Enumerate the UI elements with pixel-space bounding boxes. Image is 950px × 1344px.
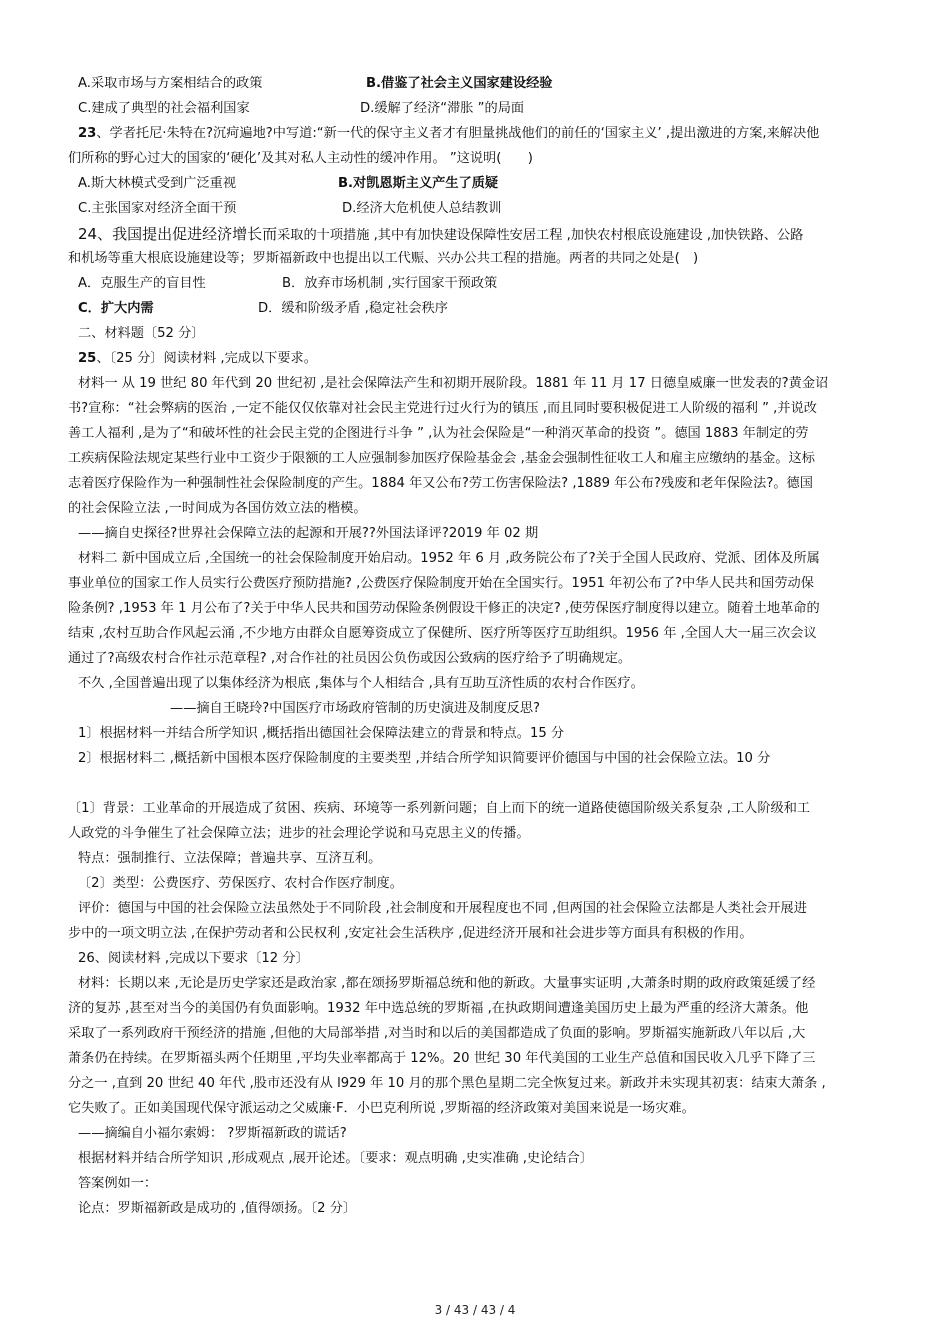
q25-material1-line-1: 材料一 从 19 世纪 80 年代到 20 世纪初 ,是社会保障法产生和初期开展阶段。1881 年 11 月 17 日德皇威廉一世发表的?黄金诏 (78, 376, 829, 391)
q22-option-c: C.建成了典型的社会福利国家 (78, 101, 250, 116)
q24-options-row-1 (78, 274, 898, 294)
q24-option-d: D．缓和阶级矛盾 ,稳定社会秩序 (258, 301, 448, 316)
q25-material2-line-5: 通过了?高级农村合作社示范章程? ,对合作社的社员因公负伤或因公致病的医疗给予了明确规定。 (68, 651, 632, 666)
q25-requirement-1: 1〕根据材料一并结合所学知识 ,概括指出德国社会保障法建立的背景和特点。15 分 (78, 726, 565, 741)
q26-material-line-6: 它失败了。正如美国现代保守派运动之父威廉·F．小巴克利所说 ,罗斯福的经济政策对美国来说是一场灾难。 (68, 1101, 695, 1116)
q25-material2-line-2: 事业单位的国家工作人员实行公费医疗预防措施? ,公费医疗保险制度开始在全国实行。1951 年初公布了?中华人民共和国劳动保 (68, 576, 814, 591)
q24-option-c: C．扩大内需 (78, 301, 154, 316)
q26-material-line-2: 济的复苏 ,甚至对当今的美国仍有负面影响。1932 年中选总统的罗斯福 ,在执政期间遭逢美国历史上最为严重的经济大萧条。他 (68, 1001, 809, 1016)
q24-option-a: A．克服生产的盲目性 (78, 276, 206, 291)
q23-stem-text: 、学者托尼·朱特在?沉疴遍地?中写道:“新一代的保守主义者才有胆量挑战他们的前任的‘国家主义’ ,提出激进的方案,来解决他 (96, 126, 820, 141)
q23-option-a: A.斯大林模式受到广泛重视 (78, 176, 237, 191)
q24-stem-line-1 (78, 224, 898, 246)
page-number: 3 / 43 / 43 / 4 (434, 1303, 516, 1317)
q23-option-c: C.主张国家对经济全面干预 (78, 201, 237, 216)
q25-answer2-types: 〔2〕类型：公费医疗、劳保医疗、农村合作医疗制度。 (78, 876, 403, 891)
q25-material1-line-6: 的社会保险立法 ,一时间成为各国仿效立法的楷模。 (68, 501, 367, 516)
q24-stem-line-2: 和机场等重大根底设施建设等；罗斯福新政中也提出以工代赈、兴办公共工程的措施。两者的共同之处是( ) (68, 251, 699, 266)
q26-material-line-3: 采取了一系列政府干预经济的措施 ,但他的大局部举措 ,对当时和以后的美国都造成了负面的影响。罗斯福实施新政八年以后 ,大 (68, 1026, 806, 1041)
q25-material2-source: ——摘自王晓玲?中国医疗市场政府管制的历史演进及制度反思? (170, 701, 541, 716)
q25-answer2-eval-line-2: 步中的一项文明立法 ,在保护劳动者和公民权利 ,安定社会生活秩序 ,促进经济开展和社会进步等方面具有积极的作用。 (68, 926, 753, 941)
section-2-heading: 二、材料题〔52 分〕 (78, 326, 205, 341)
q24-options-row-2 (78, 299, 898, 319)
q23-option-b: B.对凯恩斯主义产生了质疑 (338, 176, 499, 191)
q25-heading-text: 、〔25 分〕阅读材料 ,完成以下要求。 (96, 351, 317, 366)
q22-option-b: B.借鉴了社会主义国家建设经验 (366, 76, 553, 91)
q26-answer-thesis: 论点：罗斯福新政是成功的 ,值得颂扬。〔2 分〕 (78, 1201, 357, 1216)
q22-options-row-2 (78, 99, 898, 119)
q22-option-a: A.采取市场与方案相结合的政策 (78, 76, 263, 91)
q25-answer1-traits: 特点：强制推行、立法保障；普遍共享、互济互利。 (78, 851, 382, 866)
q25-answer1-line-1: 〔1〕背景：工业革命的开展造成了贫困、疾病、环境等一系列新问题；自上而下的统一道路使德国阶级关系复杂 ,工人阶级和工 (68, 801, 811, 816)
q25-material1-line-3: 善工人福利 ,是为了“和破坏性的社会民主党的企图进行斗争 ” ,认为社会保险是“一种消灭革命的投资 ”。德国 1883 年制定的劳 (68, 426, 809, 441)
q22-options-row-1 (78, 74, 898, 94)
q22-option-d: D.缓解了经济“滞胀 ”的局面 (360, 101, 525, 116)
q26-requirement: 根据材料并结合所学知识 ,形成观点 ,展开论述。〔要求：观点明确 ,史实准确 ,史论结合〕 (78, 1151, 593, 1166)
q26-answer-intro: 答案例如一： (78, 1176, 158, 1191)
q26-material-line-1: 材料：长期以来 ,无论是历史学家还是政治家 ,都在颂扬罗斯福总统和他的新政。大量事实证明 ,大萧条时期的政府政策延缓了经 (78, 976, 816, 991)
q25-material1-line-4: 工疾病保险法规定某些行业中工资少于限额的工人应强制参加医疗保险基金会 ,基金会强制性征收工人和雇主应缴纳的基金。这标 (68, 451, 815, 466)
q23-stem-line-1 (78, 124, 898, 144)
q26-material-line-5: 分之一 ,直到 20 世纪 40 年代 ,股市还没有从 l929 年 10 月的那个黑色星期二完全恢复过来。新政并未实现其初衷：结束大萧条 , (68, 1076, 826, 1091)
q23-options-row-1 (78, 174, 898, 194)
q25-requirement-2: 2〕根据材料二 ,概括新中国根本医疗保险制度的主要类型 ,并结合所学知识简要评价德国与中国的社会保险立法。10 分 (78, 751, 771, 766)
q26-heading: 26、阅读材料 ,完成以下要求〔12 分〕 (78, 951, 309, 966)
q25-heading (78, 349, 898, 369)
q26-material-line-4: 萧条仍在持续。在罗斯福头两个任期里 ,平均失业率都高于 12%。20 世纪 30 年代美国的工业生产总值和国民收入几乎下降了三 (68, 1051, 816, 1066)
q24-option-b: B．放弃市场机制 ,实行国家干预政策 (282, 276, 498, 291)
q25-material1-line-5: 志着医疗保险作为一种强制性社会保险制度的产生。1884 年又公布?劳工伤害保险法? ,1889 年公布?残废和老年保险法?。德国 (68, 476, 813, 491)
q23-number: 23 (78, 126, 97, 141)
q25-material1-line-2: 书?宣称：“社会弊病的医治 ,一定不能仅仅依靠对社会民主党进行过火行为的镇压 ,而且同时要积极促进工人阶级的福利 ” ,并说改 (68, 401, 817, 416)
q25-material1-source: ——摘自史探径?世界社会保障立法的起源和开展??外国法译评?2019 年 02 期 (78, 526, 539, 541)
q24-lead: 24、我国提出促进经济增长而 (78, 225, 278, 243)
q25-material2-line-3: 险条例? ,1953 年 1 月公布了?关于中华人民共和国劳动保险条例假设干修正的决定? ,使劳保医疗制度得以建立。随着土地革命的 (68, 601, 820, 616)
q23-option-d: D.经济大危机使人总结教训 (342, 201, 502, 216)
q24-stem-text: 采取的十项措施 ,其中有加快建设保障性安居工程 ,加快农村根底设施建设 ,加快铁路、公路 (277, 228, 804, 243)
q25-material2-line-6: 不久 ,全国普遍出现了以集体经济为根底 ,集体与个人相结合 ,具有互助互济性质的农村合作医疗。 (78, 676, 644, 691)
q25-answer2-eval-line-1: 评价：德国与中国的社会保险立法虽然处于不同阶段 ,社会制度和开展程度也不同 ,但两国的社会保险立法都是人类社会开展进 (78, 901, 807, 916)
q25-material2-line-4: 结束 ,农村互助合作风起云涌 ,不少地方由群众自愿筹资成立了保健所、医疗所等医疗互助组织。1956 年 ,全国人大一届三次会议 (68, 626, 817, 641)
q23-stem-line-2: 们所称的野心过大的国家的‘硬化’及其对私人主动性的缓冲作用。 ”这说明( ) (68, 151, 533, 166)
q25-number: 25 (78, 351, 97, 366)
q25-answer1-line-2: 人政党的斗争催生了社会保障立法；进步的社会理论学说和马克思主义的传播。 (68, 826, 530, 841)
q23-options-row-2 (78, 199, 898, 219)
q26-source: ——摘编自小福尔索姆： ?罗斯福新政的谎话? (78, 1126, 347, 1141)
q25-material2-line-1: 材料二 新中国成立后 ,全国统一的社会保险制度开始启动。1952 年 6 月 ,政务院公布了?关于全国人民政府、党派、团体及所属 (78, 551, 820, 566)
